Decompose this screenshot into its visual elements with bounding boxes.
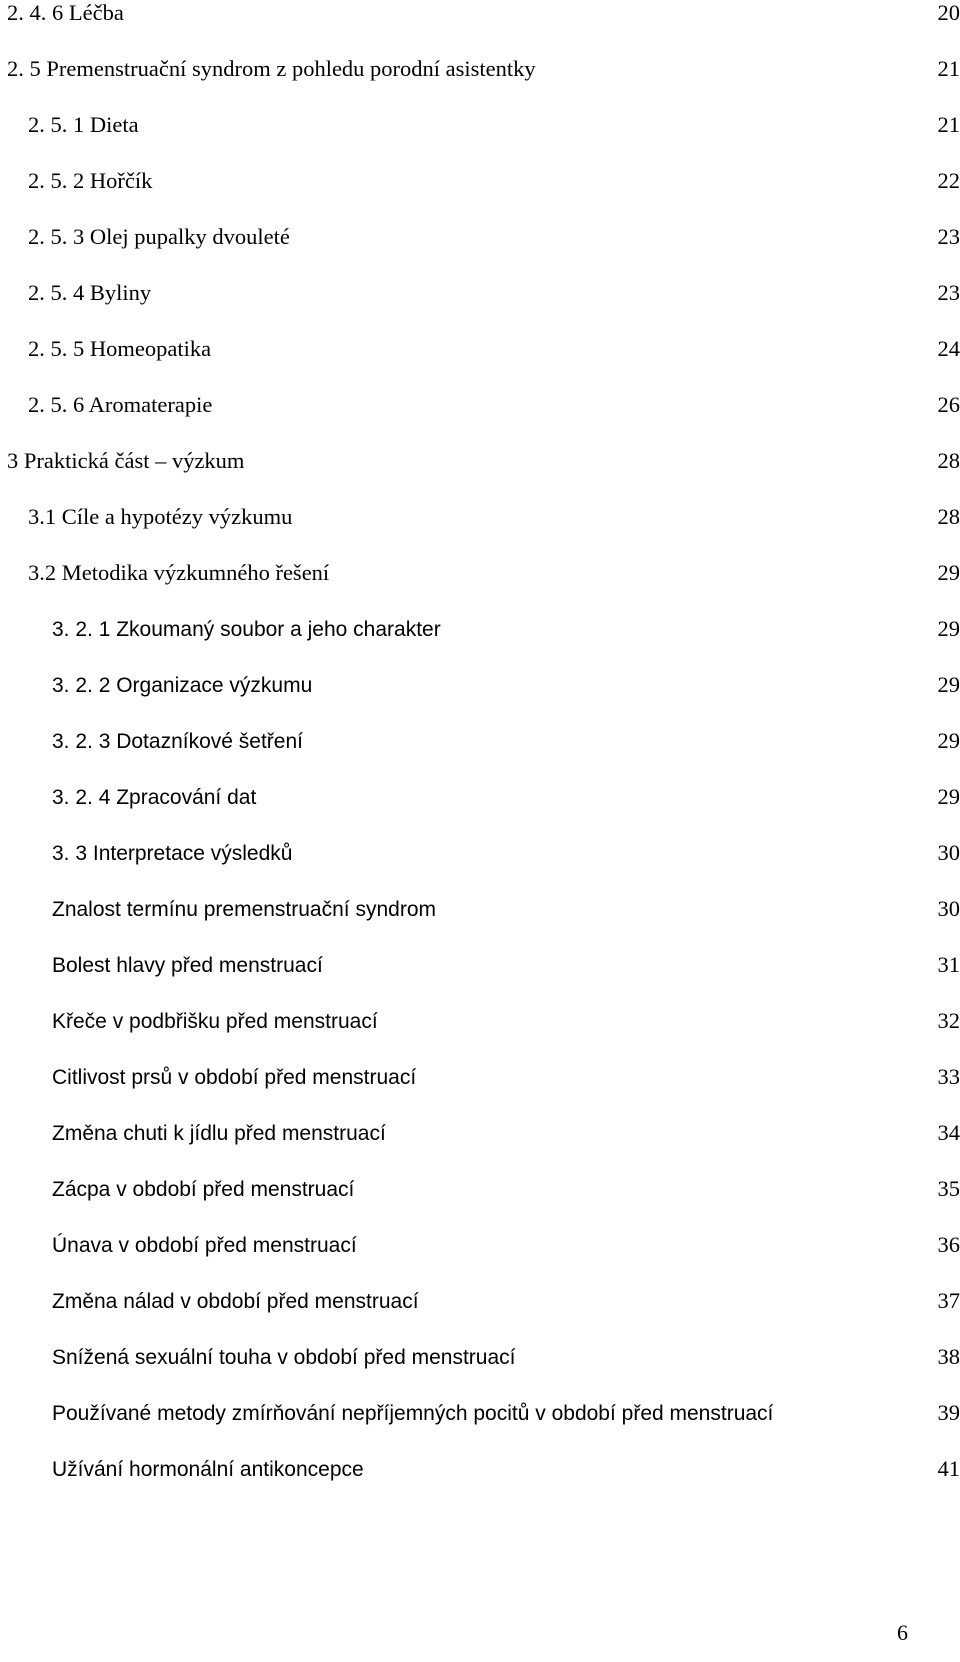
toc-entry [0, 219, 960, 255]
toc-dot-leader [331, 579, 920, 580]
toc-dot-leader [538, 75, 920, 76]
toc-entry-label: 2. 5. 6 Aromaterapie [28, 392, 213, 417]
toc-dot-leader [418, 1083, 920, 1084]
toc-entry-label: Používané metody zmírňování nepříjemných pocitů v období před menstruací [52, 1402, 774, 1425]
toc-entry-label: 2. 5. 3 Olej pupalky dvouleté [28, 224, 290, 249]
toc-entry-label: Zácpa v období před menstruací [52, 1178, 355, 1201]
toc-entry-page: 36 [937, 1232, 960, 1257]
toc-entry-page: 21 [937, 112, 960, 137]
toc-entry [0, 0, 960, 31]
toc-entry-label: Bolest hlavy před menstruací [52, 954, 323, 977]
toc-entry-label: Znalost termínu premenstruační syndrom [52, 898, 436, 921]
toc-entry-label: 3. 2. 2 Organizace výzkumu [52, 674, 313, 697]
toc-entry-page: 38 [937, 1344, 960, 1369]
page-number: 6 [897, 1620, 908, 1645]
toc-entry-page: 32 [937, 1008, 960, 1033]
toc-dot-leader [305, 747, 920, 748]
toc-dot-leader [443, 635, 920, 636]
toc-entry-page: 23 [937, 280, 960, 305]
toc-entry [0, 443, 960, 479]
toc-entry-label: Změna chuti k jídlu před menstruací [52, 1122, 386, 1145]
toc-dot-leader [213, 355, 920, 356]
toc-entry [0, 835, 960, 871]
toc-dot-leader [246, 467, 920, 468]
toc-entry-label: Snížená sexuální touha v období před menstruací [52, 1346, 516, 1369]
toc-dot-leader [314, 691, 920, 692]
toc-dot-leader [359, 1251, 920, 1252]
toc-entry-page: 28 [937, 448, 960, 473]
toc-entry-page: 29 [937, 672, 960, 697]
toc-entry-label: 3.1 Cíle a hypotézy výzkumu [28, 504, 293, 529]
toc-dot-leader [126, 19, 920, 20]
toc-entry-page: 29 [937, 616, 960, 641]
toc-entry [0, 723, 960, 759]
toc-entry [0, 275, 960, 311]
toc-entry-label: Citlivost prsů v období před menstruací [52, 1066, 417, 1089]
toc-entry-label: 3. 2. 1 Zkoumaný soubor a jeho charakter [52, 618, 441, 641]
toc-entry [0, 1227, 960, 1263]
toc-entry [0, 779, 960, 815]
toc-dot-leader [366, 1475, 920, 1476]
toc-entry-page: 20 [937, 0, 960, 25]
toc-dot-leader [325, 971, 920, 972]
toc-entry [0, 1115, 960, 1151]
toc-entry-label: 2. 5. 4 Byliny [28, 280, 152, 305]
toc-entry [0, 1003, 960, 1039]
toc-entry-label: 3. 2. 4 Zpracování dat [52, 786, 257, 809]
toc-entry [0, 1059, 960, 1095]
toc-entry-label: Křeče v podbřišku před menstruací [52, 1010, 378, 1033]
toc-dot-leader [438, 915, 920, 916]
toc-dot-leader [775, 1419, 920, 1420]
toc-entry-page: 35 [937, 1176, 960, 1201]
toc-dot-leader [153, 299, 920, 300]
toc-entry-label: 3. 3 Interpretace výsledků [52, 842, 293, 865]
toc-dot-leader [214, 411, 920, 412]
toc-entry-label: Únava v období před menstruací [52, 1234, 357, 1257]
toc-entry [0, 1395, 960, 1431]
toc-entry [0, 107, 960, 143]
toc-entry-page: 28 [937, 504, 960, 529]
toc-entry-label: 2. 5. 2 Hořčík [28, 168, 153, 193]
toc-dot-leader [258, 803, 920, 804]
toc-entry [0, 1451, 960, 1487]
toc-entry [0, 611, 960, 647]
toc-entry-page: 30 [937, 896, 960, 921]
toc-dot-leader [292, 243, 920, 244]
toc-entry-page: 30 [937, 840, 960, 865]
toc-entry-label: 2. 5 Premenstruační syndrom z pohledu porodní asistentky [7, 56, 536, 81]
toc-entry [0, 1283, 960, 1319]
toc-dot-leader [294, 859, 920, 860]
toc-entry [0, 667, 960, 703]
toc-entry [0, 51, 960, 87]
toc-entry-page: 22 [937, 168, 960, 193]
toc-entry-page: 29 [937, 560, 960, 585]
toc-entry [0, 555, 960, 591]
toc-entry [0, 499, 960, 535]
toc-entry-page: 26 [937, 392, 960, 417]
toc-entry-page: 29 [937, 784, 960, 809]
toc-entry-page: 24 [937, 336, 960, 361]
toc-entry-page: 34 [937, 1120, 960, 1145]
toc-entry [0, 1339, 960, 1375]
toc-dot-leader [294, 523, 920, 524]
toc-entry-label: 3.2 Metodika výzkumného řešení [28, 560, 330, 585]
toc-entry [0, 331, 960, 367]
toc-entry [0, 163, 960, 199]
toc-dot-leader [517, 1363, 920, 1364]
toc-entry [0, 1171, 960, 1207]
toc-entry-page: 23 [937, 224, 960, 249]
toc-entry-label: 3. 2. 3 Dotazníkové šetření [52, 730, 303, 753]
toc-entry-page: 21 [937, 56, 960, 81]
toc-dot-leader [356, 1195, 920, 1196]
toc-entry-label: 2. 5. 1 Dieta [28, 112, 139, 137]
toc-dot-leader [154, 187, 920, 188]
toc-entry-page: 31 [937, 952, 960, 977]
toc-entry [0, 891, 960, 927]
toc-entry-label: 3 Praktická část – výzkum [7, 448, 245, 473]
toc-entry-label: Změna nálad v období před menstruací [52, 1290, 419, 1313]
toc-entry-label: Užívání hormonální antikoncepce [52, 1458, 364, 1481]
toc-entry-page: 39 [937, 1400, 960, 1425]
toc-entry-page: 29 [937, 728, 960, 753]
toc-dot-leader [421, 1307, 920, 1308]
toc-entry-page: 41 [937, 1456, 960, 1481]
toc-entry-page: 33 [937, 1064, 960, 1089]
toc-dot-leader [380, 1027, 920, 1028]
toc-dot-leader [141, 131, 920, 132]
toc-entry-label: 2. 5. 5 Homeopatika [28, 336, 212, 361]
toc-entry-page: 37 [937, 1288, 960, 1313]
toc-entry [0, 387, 960, 423]
toc-entry [0, 947, 960, 983]
toc-dot-leader [388, 1139, 920, 1140]
toc-entry-label: 2. 4. 6 Léčba [7, 0, 124, 25]
